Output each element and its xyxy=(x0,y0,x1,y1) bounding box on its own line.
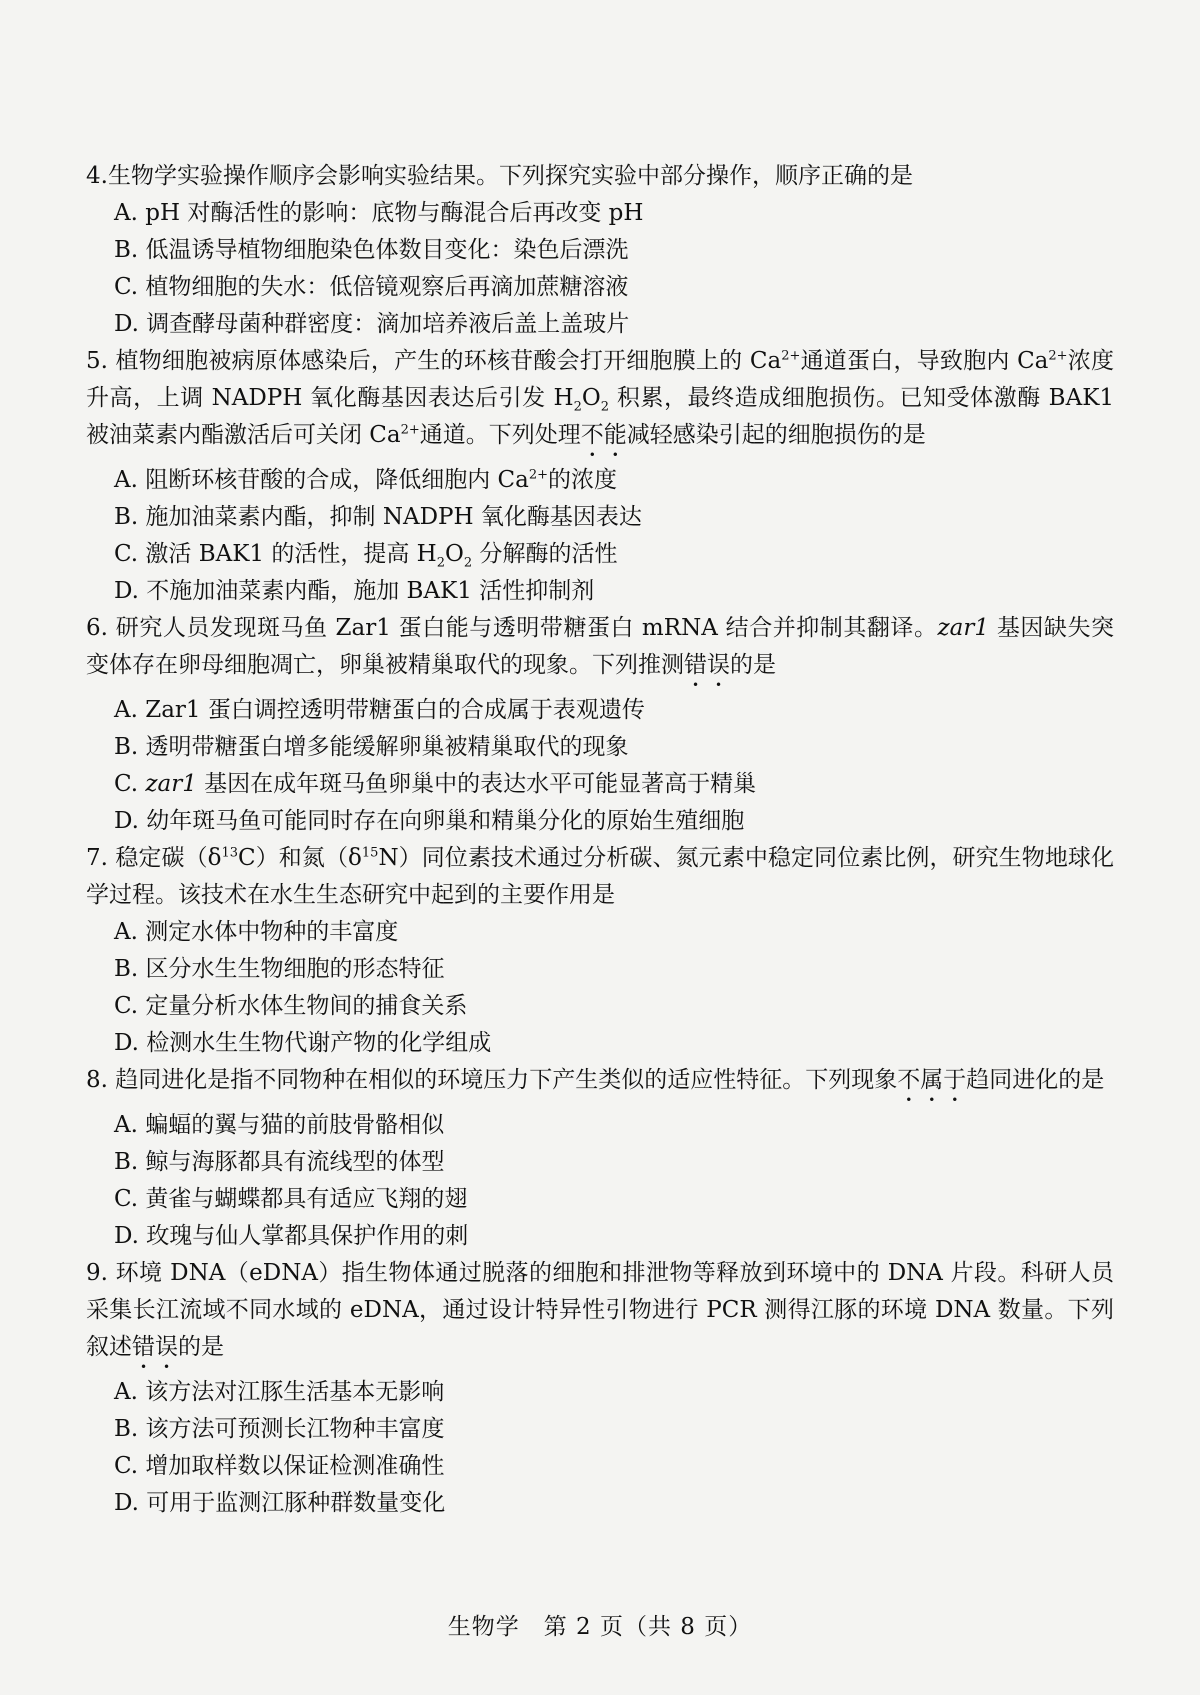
question-stem: 6. 研究人员发现斑马鱼 Zar1 蛋白能与透明带糖蛋白 mRNA 结合并抑制其翻译。zar1 基因缺失突变体存在卵母细胞凋亡，卵巢被精巢取代的现象。下列推测错误的是 xyxy=(86,615,1114,678)
option-b: B. 该方法可预测长江物种丰富度 xyxy=(114,1416,445,1442)
option-c: C. 增加取样数以保证检测准确性 xyxy=(114,1453,445,1479)
option-d: D. 不施加油菜素内酯，施加 BAK1 活性抑制剂 xyxy=(114,578,595,604)
question-6 xyxy=(86,610,1114,840)
question-9 xyxy=(86,1255,1114,1522)
option-c: C. 定量分析水体生物间的捕食关系 xyxy=(114,993,468,1019)
option-c: C. 植物细胞的失水：低倍镜观察后再滴加蔗糖溶液 xyxy=(114,274,629,300)
option-d: D. 调查酵母菌种群密度：滴加培养液后盖上盖玻片 xyxy=(114,311,630,337)
option-b: B. 低温诱导植物细胞染色体数目变化：染色后漂洗 xyxy=(114,237,629,263)
option-d: D. 可用于监测江豚种群数量变化 xyxy=(114,1490,446,1516)
question-stem: 7. 稳定碳$(\delta^{13}C)$和氮$(\delta^{15}N)$同位素技术通过分析碳、氮元素中稳定同位素比例，研究生物地球化学过程。该技术在水生生态研究中起到的主要作用是 xyxy=(86,845,1114,908)
option-a: A. 测定水体中物种的丰富度 xyxy=(114,919,399,945)
option-b: B. 鲸与海豚都具有流线型的体型 xyxy=(114,1149,445,1175)
option-a: A. 蝙蝠的翼与猫的前肢骨骼相似 xyxy=(114,1112,445,1138)
option-b: B. 施加油菜素内酯，抑制 NADPH 氧化酶基因表达 xyxy=(114,504,642,530)
page-footer: 生物学 第 2 页（共 8 页） xyxy=(447,1614,753,1640)
question-8 xyxy=(86,1062,1114,1255)
question-stem: 9. 环境 DNA（eDNA）指生物体通过脱落的细胞和排泄物等释放到环境中的 DNA 片段。科研人员采集长江流域不同水域的 eDNA，通过设计特异性引物进行 PCR 测得江豚的环境 DNA 数量。下列叙述错误的是 xyxy=(86,1260,1114,1360)
question-stem: 8. 趋同进化是指不同物种在相似的环境压力下产生类似的适应性特征。下列现象不属于趋同进化的是 xyxy=(86,1067,1105,1093)
emphasis-text: 错误 xyxy=(684,652,730,678)
option-d: D. 玫瑰与仙人掌都具保护作用的刺 xyxy=(114,1223,469,1249)
emphasis-text: 错误 xyxy=(132,1334,178,1360)
question-7 xyxy=(86,840,1114,1062)
option-b: B. 透明带糖蛋白增多能缓解卵巢被精巢取代的现象 xyxy=(114,734,629,760)
question-stem: 5. 植物细胞被病原体感染后，产生的环核苷酸会打开细胞膜上的 $Ca^{2+}$通道蛋白，导致胞内 $Ca^{2+}$浓度升高，上调 NADPH 氧化酶基因表达后引发 $H_2O_2$ 积累，最终造成细胞损伤。已知受体激酶 BAK1 被油菜素内酯激活后可关闭 $Ca^{2+}$通道。下列处理不能减轻感染引起的细胞损伤的是 xyxy=(86,348,1115,448)
question-4 xyxy=(86,158,1114,343)
option-a: A. pH 对酶活性的影响：底物与酶混合后再改变 pH xyxy=(114,200,644,226)
option-a: A. 该方法对江豚生活基本无影响 xyxy=(114,1379,445,1405)
option-c: C. 黄雀与蝴蝶都具有适应飞翔的翅 xyxy=(114,1186,468,1212)
question-5 xyxy=(86,343,1114,610)
option-d: D. 检测水生生物代谢产物的化学组成 xyxy=(114,1030,492,1056)
gene-name: zar1 xyxy=(937,615,989,641)
option-a: A. 阻断环核苷酸的合成，降低细胞内 $Ca^{2+}$的浓度 xyxy=(114,467,618,493)
emphasis-text: 不属于 xyxy=(897,1067,967,1093)
emphasis-text: 不能 xyxy=(580,422,627,448)
option-b: B. 区分水生生物细胞的形态特征 xyxy=(114,956,445,982)
gene-name: zar1 xyxy=(145,771,197,797)
option-d: D. 幼年斑马鱼可能同时存在向卵巢和精巢分化的原始生殖细胞 xyxy=(114,808,745,834)
option-c: C. 激活 BAK1 的活性，提高 $H_2O_2$ 分解酶的活性 xyxy=(114,541,618,571)
question-stem: 4.生物学实验操作顺序会影响实验结果。下列探究实验中部分操作，顺序正确的是 xyxy=(86,163,913,189)
option-a: A. Zar1 蛋白调控透明带糖蛋白的合成属于表观遗传 xyxy=(114,697,645,723)
option-c: C. zar1 基因在成年斑马鱼卵巢中的表达水平可能显著高于精巢 xyxy=(114,771,757,797)
